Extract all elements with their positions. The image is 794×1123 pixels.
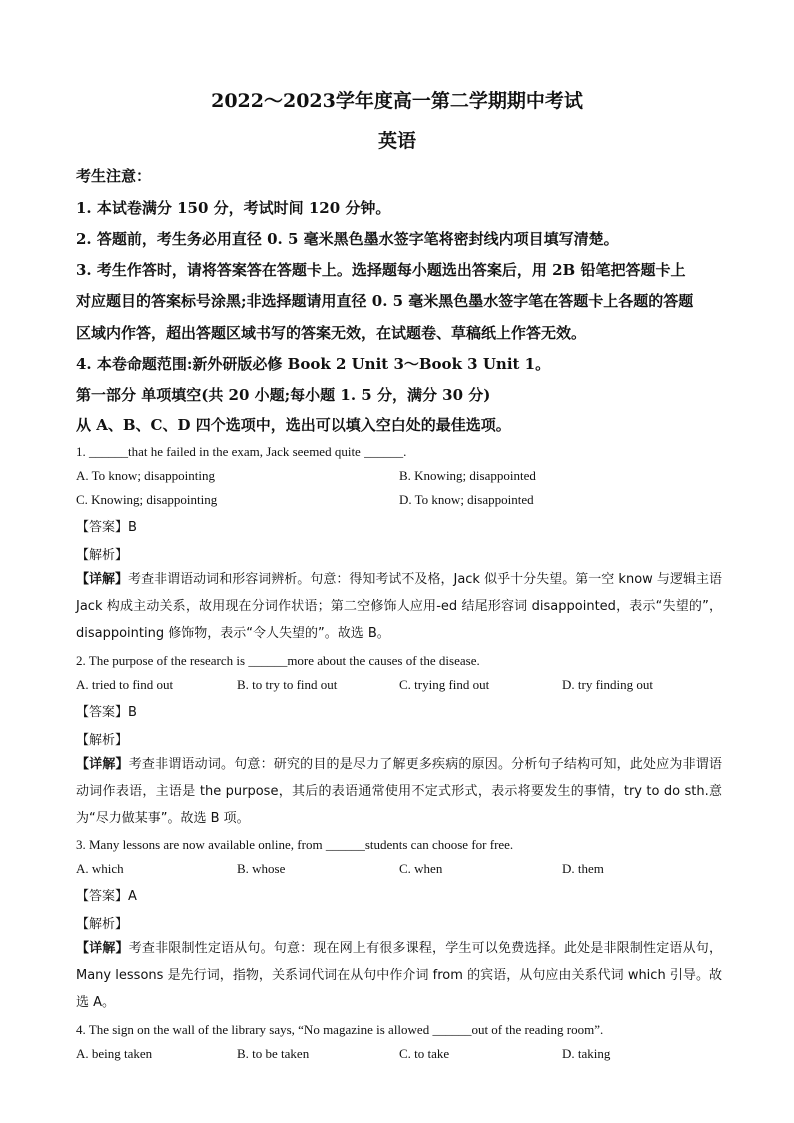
notice-line: 3. 考生作答时，请将答案答在答题卡上。选择题每小题选出答案后，用 2B 铅笔把答题卡上 [76,261,686,279]
notice-heading: 考生注意： [76,167,152,185]
answer-line [76,885,137,904]
explanation [76,935,722,1016]
answer-line [76,516,137,535]
answer-label: 【答案】 [76,520,129,535]
question-stem: 1. ______that he failed in the exam, Jack seemed quite ______. [76,444,407,459]
option-c: C. Knowing; disappointing [76,492,218,507]
notice-line: 1. 本试卷满分 150 分，考试时间 120 分钟。 [76,199,391,217]
answer-label: 【答案】 [76,889,129,904]
option-c: C. to take [399,1046,450,1061]
option-b: B. to be taken [237,1046,310,1061]
option-a: A. tried to find out [76,677,174,692]
option-c: C. when [399,861,443,876]
answer-value: B [128,705,137,720]
option-a: A. being taken [76,1046,153,1061]
part-instruction: 从 A、B、C、D 四个选项中，选出可以填入空白处的最佳选项。 [76,416,511,434]
option-d: D. try finding out [562,677,653,692]
option-d: D. To know; disappointed [399,492,534,507]
question-stem: 4. The sign on the wall of the library says, “No magazine is allowed ______out of the reading room”. [76,1022,604,1037]
question-stem: 3. Many lessons are now available online, from ______students can choose for free. [76,837,514,852]
option-a: A. which [76,861,124,876]
answer-label: 【答案】 [76,705,129,720]
detail-label: 【详解】 [76,757,129,772]
detail-text: 考查非谓语动词和形容词辨析。句意：得知考试不及格，Jack 似乎十分失望。第一空 know 与逻辑主语 Jack 构成主动关系，故用现在分词作状语；第二空修饰人应用-ed 结尾形容词 disappointed，表示“失望的”，disappointing 修饰物，表示“令人失望的”。故选 B。 [76,572,722,641]
analysis-label: 【解析】 [76,548,129,563]
option-d: D. them [562,861,604,876]
explanation [76,751,722,832]
option-b: B. to try to find out [237,677,338,692]
notice-line: 4. 本卷命题范围:新外研版必修 Book 2 Unit 3～Book 3 Unit 1。 [76,355,551,373]
option-d: D. taking [562,1046,611,1061]
option-a: A. To know; disappointing [76,468,215,483]
question-stem: 2. The purpose of the research is ______more about the causes of the disease. [76,653,480,668]
answer-line [76,701,137,720]
detail-label: 【详解】 [76,572,129,587]
notice-line: 2. 答题前，考生务必用直径 0. 5 毫米黑色墨水签字笔将密封线内项目填写清楚。 [76,230,619,248]
answer-value: B [128,520,137,535]
detail-text: 考查非谓语动词。句意：研究的目的是尽力了解更多疾病的原因。分析句子结构可知，此处应为非谓语动词作表语，主语是 the purpose，其后的表语通常使用不定式形式，表示将要发生的事情，try to do sth.意为“尽力做某事”。故选 B 项。 [76,757,722,826]
explanation [76,566,722,647]
option-b: B. whose [237,861,286,876]
exam-title: 2022～2023学年度高一第二学期期中考试 [211,90,583,112]
option-b: B. Knowing; disappointed [399,468,536,483]
answer-value: A [128,889,137,904]
part-heading: 第一部分 单项填空(共 20 小题;每小题 1. 5 分，满分 30 分) [76,386,491,404]
detail-label: 【详解】 [76,941,129,956]
detail-text: 考查非限制性定语从句。句意：现在网上有很多课程，学生可以免费选择。此处是非限制性定语从句，Many lessons 是先行词，指物，关系词代词在从句中作介词 from 的宾语，从句应由关系代词 which 引导。故选 A。 [76,941,722,1010]
subject-title: 英语 [377,130,416,152]
option-c: C. trying find out [399,677,490,692]
notice-line: 区域内作答，超出答题区域书写的答案无效，在试题卷、草稿纸上作答无效。 [76,324,587,342]
analysis-label: 【解析】 [76,733,129,748]
notice-line: 对应题目的答案标号涂黑;非选择题请用直径 0. 5 毫米黑色墨水签字笔在答题卡上各题的答题 [76,292,694,310]
analysis-label: 【解析】 [76,917,129,932]
